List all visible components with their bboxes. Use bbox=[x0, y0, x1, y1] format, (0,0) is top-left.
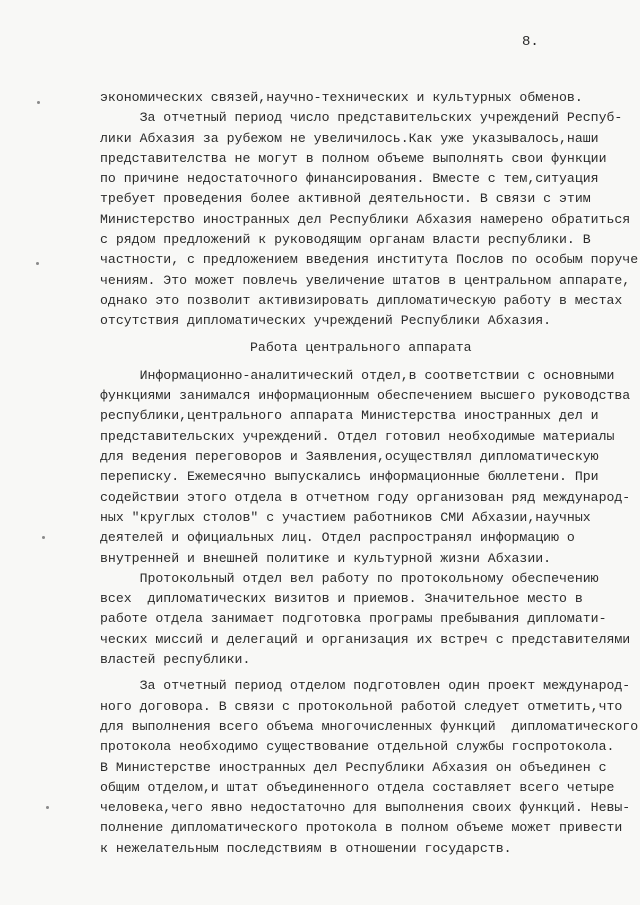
scan-speck bbox=[36, 262, 39, 265]
scan-speck bbox=[42, 536, 45, 539]
text-line: Министерство иностранных дел Республики Абхазия намерено обратиться bbox=[100, 211, 631, 227]
paragraph-protocol-report bbox=[100, 676, 639, 859]
text-line: переписку. Ежемесячно выпускались информационные бюллетени. При bbox=[100, 469, 599, 485]
text-line: отсутствия дипломатических учреждений Республики Абхазия. bbox=[100, 313, 552, 329]
text-line: республики,центрального аппарата Министерства иностранных дел и bbox=[100, 408, 599, 424]
text-line: функциями занимался информационным обеспечением высшего руководства bbox=[100, 388, 631, 404]
text-line: общим отделом,и штат объединенного отдела составляет всего четыре bbox=[100, 779, 615, 795]
text-line: внутренней и внешней политике и культурной жизни Абхазии. bbox=[100, 550, 552, 566]
text-line: лики Абхазия за рубежом не увеличилось.Как уже указывалось,наши bbox=[100, 130, 599, 146]
paragraph-foreign-missions bbox=[100, 88, 639, 332]
text-line: экономических связей,научно-технических и культурных обменов. bbox=[100, 90, 583, 105]
text-line: человека,чего явно недостаточно для выполнения своих функций. Невы- bbox=[100, 800, 631, 816]
page-number: 8. bbox=[522, 34, 539, 50]
text-line: с рядом предложений к руководящим органам власти республики. В bbox=[100, 232, 591, 248]
scan-speck bbox=[46, 806, 49, 809]
text-line: представительских учреждений. Отдел готовил необходимые материалы bbox=[100, 428, 615, 444]
text-line: по причине недостаточного финансирования. Вместе с тем,ситуация bbox=[100, 171, 599, 187]
text-line: однако это позволит активизировать дипломатическую работу в местах bbox=[100, 292, 623, 308]
text-line: ческих миссий и делегаций и организация их встреч с представителями bbox=[100, 631, 631, 647]
scan-speck bbox=[37, 101, 40, 104]
text-line: Информационно-аналитический отдел,в соответствии с основными bbox=[100, 367, 615, 383]
text-line: За отчетный период число представительских учреждений Респуб- bbox=[100, 110, 623, 126]
text-line: представителства не могут в полном объеме выполнять свои функции bbox=[100, 150, 607, 166]
text-line: деятелей и официальных лиц. Отдел распространял информацию о bbox=[100, 530, 575, 546]
paragraph-information-department bbox=[100, 366, 631, 569]
text-line: ного договора. В связи с протокольной работой следует отметить,что bbox=[100, 698, 623, 714]
document-body bbox=[100, 88, 639, 859]
text-line: полнение дипломатического протокола в полном объеме может привести bbox=[100, 820, 623, 836]
text-line: к нежелательным последствиям в отношении государств. bbox=[100, 840, 512, 856]
text-line: для выполнения всего объема многочисленных функций дипломатического bbox=[100, 718, 639, 734]
text-line: содействии этого отдела в отчетном году организован ряд международ- bbox=[100, 489, 631, 505]
text-line: За отчетный период отделом подготовлен один проект международ- bbox=[100, 678, 631, 694]
section-heading: Работа центрального аппарата bbox=[250, 339, 472, 355]
text-line: В Министерстве иностранных дел Республики Абхазия он объединен с bbox=[100, 759, 607, 775]
text-line: протокола необходимо существование отдельной службы госпротокола. bbox=[100, 739, 615, 755]
text-line: Протокольный отдел вел работу по протокольному обеспечению bbox=[100, 570, 599, 586]
text-line: требует проведения более активной деятельности. В связи с этим bbox=[100, 191, 591, 207]
text-line: для ведения переговоров и Заявления,осуществлял дипломатическую bbox=[100, 449, 599, 465]
text-line: всех дипломатических визитов и приемов. Значительное место в bbox=[100, 591, 583, 607]
text-line: властей республики. bbox=[100, 652, 251, 668]
text-line: чениям. Это может повлечь увеличение штатов в центральном аппарате, bbox=[100, 272, 631, 288]
text-line: ных "круглых столов" с участием работников СМИ Абхазии,научных bbox=[100, 509, 591, 525]
paragraph-protocol-department bbox=[100, 569, 631, 670]
text-line: работе отдела занимает подготовка програмы пребывания дипломати- bbox=[100, 611, 607, 627]
text-line: частности, с предложением введения института Послов по особым поруче bbox=[100, 252, 639, 268]
